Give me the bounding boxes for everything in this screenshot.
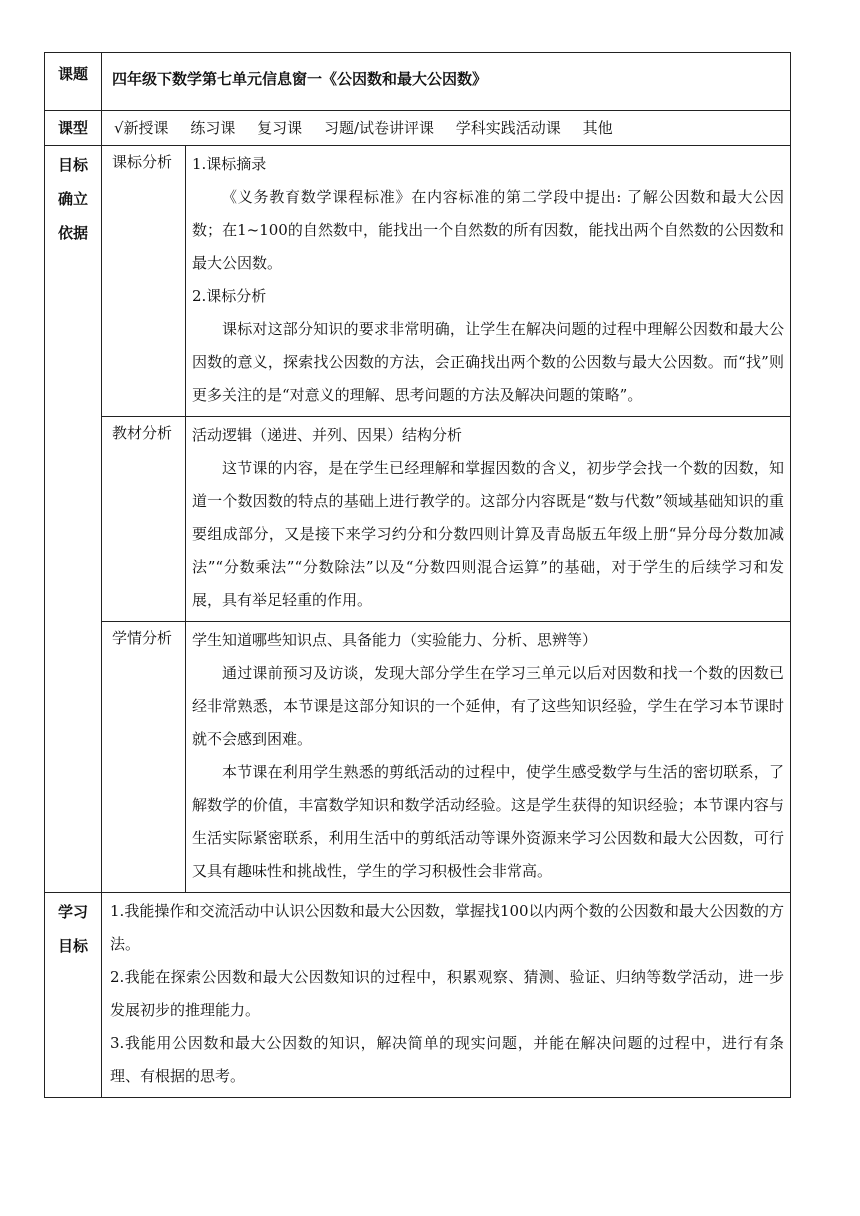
goals-content xyxy=(102,893,791,1098)
textbook-row xyxy=(45,417,791,622)
textbook-paragraph: 这节课的内容，是在学生已经理解和掌握因数的含义，初步学会找一个数的因数，知道一个数因数的特点的基础上进行教学的。这部分内容既是“数与代数”领域基础知识的重要组成部分，又是接下来学习约分和分数四则计算及青岛版五年级上册“异分母分数加减法”“分数乘法”“分数除法”以及“分数四则混合运算”的基础，对于学生的后续学习和发展，具有举足轻重的作用。 xyxy=(192,459,785,609)
lesson-type-label: 课型 xyxy=(45,111,102,146)
lesson-type-option: 习题/试卷讲评课 xyxy=(323,119,434,137)
textbook-content xyxy=(186,417,791,622)
basis-label-line: 确立 xyxy=(57,190,88,208)
curriculum-content xyxy=(186,146,791,417)
lesson-type-options xyxy=(102,111,791,146)
topic-label: 课题 xyxy=(45,53,102,111)
goal-item: 2.我能在探索公因数和最大公因数知识的过程中，积累观察、猜测、验证、归纳等数学活动，进一步发展初步的推理能力。 xyxy=(110,968,785,1019)
lesson-type-option: 学科实践活动课 xyxy=(455,119,561,137)
goals-label xyxy=(45,893,102,1098)
learner-paragraph: 通过课前预习及访谈，发现大部分学生在学习三单元以后对因数和找一个数的因数已经非常熟悉，本节课是这部分知识的一个延伸，有了这些知识经验，学生在学习本节课时就不会感到困难。 xyxy=(192,664,785,748)
lesson-plan-table xyxy=(44,52,791,1098)
curriculum-heading-2: 2.课标分析 xyxy=(192,287,267,305)
lesson-type-option: 复习课 xyxy=(257,119,303,137)
textbook-label: 教材分析 xyxy=(102,417,186,622)
learner-heading: 学生知道哪些知识点、具备能力（实验能力、分析、思辨等） xyxy=(192,631,598,649)
topic-value: 四年级下数学第七单元信息窗一《公因数和最大公因数》 xyxy=(102,53,791,111)
learner-paragraph: 本节课在利用学生熟悉的剪纸活动的过程中，使学生感受数学与生活的密切联系，了解数学的价值，丰富数学知识和数学活动经验。这是学生获得的知识经验；本节课内容与生活实际紧密联系，利用生活中的剪纸活动等课外资源来学习公因数和最大公因数，可行又具有趣味性和挑战性，学生的学习积极性会非常高。 xyxy=(192,763,785,880)
goals-label-line: 目标 xyxy=(57,937,88,955)
curriculum-analysis: 课标对这部分知识的要求非常明确，让学生在解决问题的过程中理解公因数和最大公因数的意义，探索找公因数的方法，会正确找出两个数的公因数与最大公因数。而“找”则更多关注的是“对意义的理解、思考问题的方法及解决问题的策略”。 xyxy=(192,320,785,404)
curriculum-heading-1: 1.课标摘录 xyxy=(192,155,267,173)
goal-item: 1.我能操作和交流活动中认识公因数和最大公因数，掌握找100以内两个数的公因数和最大公因数的方法。 xyxy=(110,902,785,953)
lesson-type-row xyxy=(45,111,791,146)
basis-label xyxy=(45,146,102,893)
learner-label: 学情分析 xyxy=(102,622,186,893)
goals-label-line: 学习 xyxy=(57,903,88,921)
curriculum-row xyxy=(45,146,791,417)
learner-content xyxy=(186,622,791,893)
curriculum-excerpt: 《义务教育数学课程标准》在内容标准的第二学段中提出: 了解公因数和最大公因数；在1~100的自然数中，能找出一个自然数的所有因数，能找出两个自然数的公因数和最大公因数。 xyxy=(192,188,785,272)
basis-label-line: 依据 xyxy=(57,224,88,242)
goal-item: 3.我能用公因数和最大公因数的知识，解决简单的现实问题，并能在解决问题的过程中，进行有条理、有根据的思考。 xyxy=(110,1034,785,1085)
curriculum-label: 课标分析 xyxy=(102,146,186,417)
textbook-heading: 活动逻辑（递进、并列、因果）结构分析 xyxy=(192,426,463,444)
lesson-type-option: 其他 xyxy=(582,119,613,137)
basis-label-line: 目标 xyxy=(57,156,88,174)
lesson-type-option: √新授课 xyxy=(114,119,169,137)
learner-row xyxy=(45,622,791,893)
topic-row xyxy=(45,53,791,111)
goals-row xyxy=(45,893,791,1098)
lesson-type-option: 练习课 xyxy=(190,119,236,137)
